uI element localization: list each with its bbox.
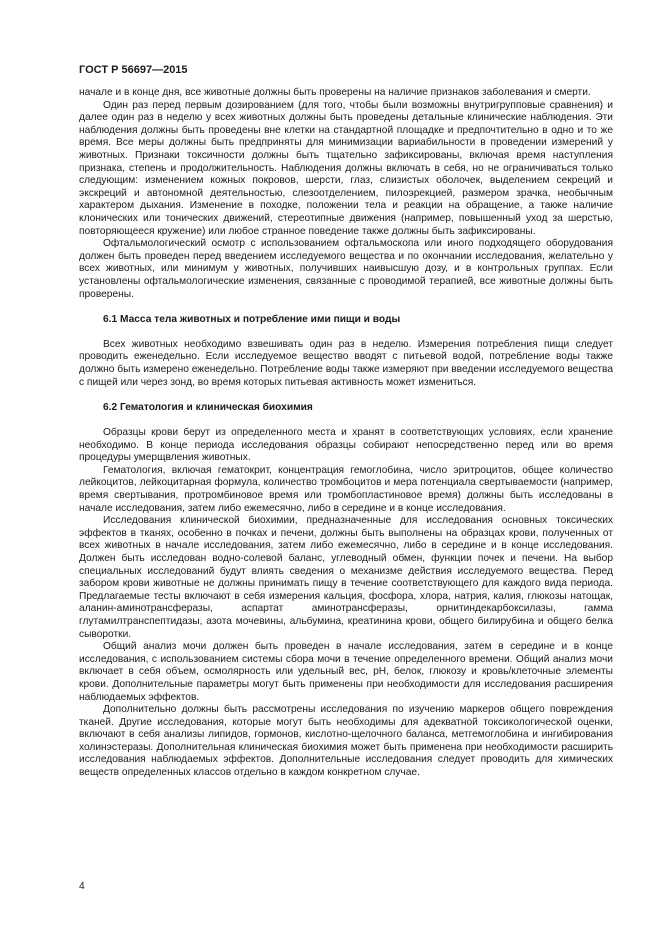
paragraph-intro: начале и в конце дня, все животные должны быть проверены на наличие признаков заболевания и смерти. [79, 87, 591, 98]
paragraph-body-weight: Всех животных необходимо взвешивать один раз в неделю. Измерения потребления пищи следует проводить еженедельно. Если исследуемое вещество вводят с питьевой водой, потребление воды также должно быть измерено еженедельно. Потребление воды также измеряют при введении исследуемого вещества с пищей или через зонд, во время которых питьевая активность может измениться. [79, 338, 614, 388]
section-heading-6-2: 6.2 Гематология и клиническая биохимия [103, 401, 313, 413]
standard-header: ГОСТ Р 56697—2015 [79, 64, 188, 76]
paragraph-hematology: Гематология, включая гематокрит, концентрация гемоглобина, число эритроцитов, общее количество лейкоцитов, лейкоцитарная формула, количество тромбоцитов и мера потенциала свертываемости (например, время свертывания, протромбиновое время или тромбопластиновое время) должны быть исследованы в начале исследования, затем либо ежемесячно, либо в середине и в конце исследования. [79, 464, 613, 514]
document-body [79, 87, 613, 780]
page-number: 4 [79, 881, 85, 892]
paragraph-additional-markers: Дополнительно должны быть рассмотрены исследования по изучению маркеров общего повреждения тканей. Другие исследования, которые могут быть необходимы для адекватной токсикологической оценки, включают в себя анализы липидов, гормонов, кислотно-щелочного баланса, метгемоглобина и ингибирования холинэстеразы. Дополнительная клиническая биохимия может быть применена при необходимости расширить исследования наблюдаемых эффектов. Дополнительные исследования следует проводить для химических веществ определенных классов отдельно в каждом конкретном случае. [79, 704, 613, 779]
paragraph-urinalysis: Общий анализ мочи должен быть проведен в начале исследования, затем в середине и в конце исследования, с использованием системы сбора мочи в течение определенного времени. Общий анализ мочи включает в себя объем, осмолярность или удельный вес, pH, белок, глюкозу и кровь/клеточные элементы крови. Дополнительные параметры могут быть применены при необходимости для исследования расширения наблюдаемых эффектов. [79, 641, 613, 703]
section-heading-6-1: 6.1 Масса тела животных и потребление ими пищи и воды [103, 313, 401, 325]
paragraph-biochemistry: Исследования клинической биохимии, предназначенные для исследования основных токсических эффектов в тканях, особенно в почках и печени, должны быть выполнены на образцах крови, полученных от всех животных в начале исследования, затем либо ежемесячно, либо в середине и в конце исследования. Должен быть исследован водно-солевой баланс, углеводный обмен, функции почек и печени. На выбор специальных исследований будут влиять сведения о механизме действия исследуемого вещества. Перед забором крови животные не должны принимать пищу в течение соответствующего для каждого вида периода. Предлагаемые тесты включают в себя измерения кальция, фосфора, хлора, натрия, калия, глюкозы натощак, аланин-аминотрансферазы, аспартат аминотрансферазы, орнитиндекарбоксилазы, гамма глутамилтранспептидазы, азота мочевины, альбумина, креатинина крови, общего билирубина и общего белка сыворотки. [79, 515, 613, 640]
paragraph-clinical-observations: Один раз перед первым дозированием (для того, чтобы были возможны внутригрупповые сравнения) и далее один раз в неделю у всех животных должны быть проведены детальные клинические наблюдения. Эти наблюдения должны быть проведены вне клетки на стандартной площадке и предпочтительно в одно и то же время. Все меры должны быть предприняты для минимизации вариабильности в проведении измерений у животных. Признаки токсичности должны быть тщательно зафиксированы, включая время наступления признака, степень и продолжительность. Наблюдения должны включать в себя, но не ограничиваться только следующим: изменением кожных покровов, шерсти, глаз, слизистых оболочек, выделением секреций и экскреций и автономной деятельностью, слезоотделением, пилоэрекцией, размером зрачка, необычным характером дыхания. Изменение в походке, положении тела и реакции на обращение, а также наличие клонических или тонических движений, стереотипные движения (например, повышенный уход за шерстью, повторяющееся кружение) или любое странное поведение также должны быть зафиксированы. [79, 99, 613, 237]
paragraph-blood-samples: Образцы крови берут из определенного места и хранят в соответствующих условиях, если хранение необходимо. В конце периода исследования образцы собирают непосредственно перед или во время процедуры умерщвления животных. [79, 427, 613, 464]
paragraph-ophthalmology: Офтальмологический осмотр с использованием офтальмоскопа или иного подходящего оборудования должен быть проведен перед введением исследуемого вещества и по окончании исследования, желательно у всех животных, или минимум у животных, получивших наивысшую дозу, и в контрольных группах. Если установлены офтальмологические изменения, связанные с проводимой терапией, все животные должны быть проверены. [79, 238, 613, 300]
